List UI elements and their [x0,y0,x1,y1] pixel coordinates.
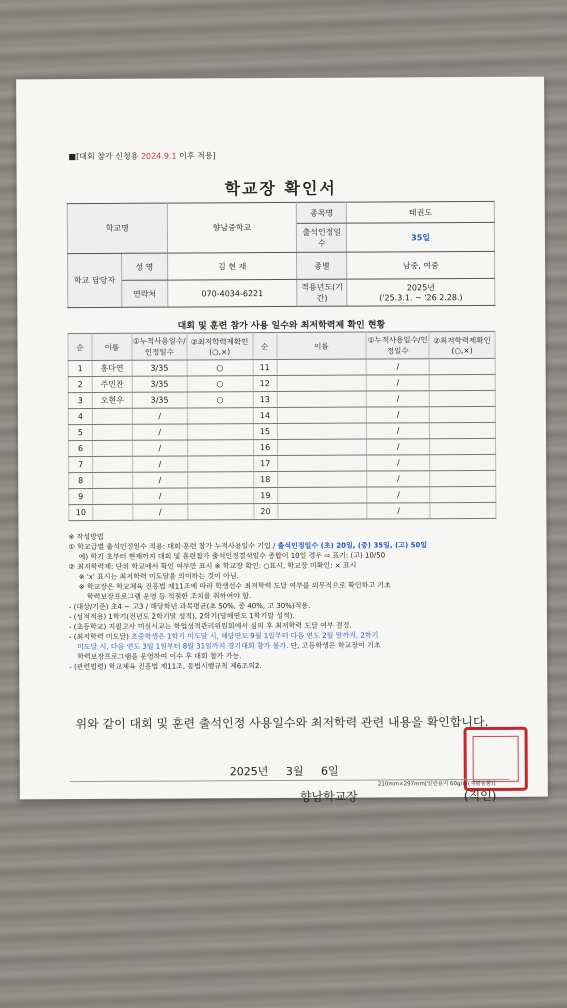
row-days: / [367,423,430,439]
row-days: / [367,503,430,519]
row-name [277,439,367,455]
row-check [429,390,495,406]
row-name [277,407,367,423]
note-line: 미도달 시, 다음 연도 3월 1일부터 8월 31일까지 경기대회 참가 불가. 단, 고등학생은 학교장이 기초 [77,641,381,652]
row-name [277,359,367,375]
note-line: - (최저학력 미도달) 초중학생은 1학기 미도달 시, 해당연도 9월 1일부터 다음 연도 2월 말까지, 2학기 [69,631,379,642]
row-days: / [367,487,430,503]
row-days: / [367,471,430,487]
row-check [430,422,496,438]
document-title: 학교장 확인서 [224,178,337,199]
row-no: 16 [253,440,277,456]
sport-value: 태권도 [347,201,495,223]
note-line: ※ 학교장은 학교체육 진흥법 제11조에 따라 학생선수 최저학력 도달 여부를 의무적으로 확인하고 기초 [78,581,391,592]
note-line: 학력보장프로그램 운영 등 적절한 조치를 취하여야 함. [86,592,252,602]
period-year: 2025년 [406,283,435,293]
note-line: - (성적적용) 1학기(전년도 2학기말 성적), 2학기(당해연도 1학기말 성적). [68,611,295,622]
col-header: 순 [68,333,92,360]
row-days: / [366,375,429,391]
row-days: / [133,504,188,520]
row-no: 2 [68,376,92,392]
attendance-header-row [68,331,495,360]
col-header: ②최저학력제확인(○,×) [429,331,495,358]
row-no: 4 [68,408,92,424]
note-line: - (관련법령) 학교체육 진흥법 제11조, 동법시행규칙 제6조의2. [69,662,262,672]
period-label: 적용년도(기간) [297,279,347,306]
row-check [187,408,253,424]
col-header: ①누적사용일수/인정일수 [366,332,429,359]
row-check [430,454,496,470]
row-days: / [132,408,187,424]
row-no: 11 [253,360,277,376]
row-check [187,472,253,488]
note-line: 학력보장프로그램을 운영하여 이수 후 대회 참가 가능. [77,652,242,662]
row-days: / [367,391,430,407]
note-line: ② 최저학력제: 단위 학교에서 확인 여부만 표시 ※ 학교장 확인: ○표시, 학교장 미확인: × 표시 [68,561,357,572]
row-no: 9 [69,488,93,504]
row-name: 주민찬 [92,376,132,392]
row-name [277,503,367,519]
table-subtitle: 대회 및 훈련 참가 사용 일수와 최저학력제 확인 현황 [177,320,386,332]
school-name: 향남중학교 [167,202,297,253]
note-line: ① 학교급별 출석인정일수 적용: 대회·훈련 참가 누적사용일수 기입 / 출석인정일수 (초) 20일, (중) 35일, (고) 50일 [68,541,428,552]
col-header: 이름 [92,333,132,360]
note-line: 예) 학기 초부터 현재까지 대회 및 훈련참가 출석인정결석일수 종합이 10일 경우 ⇨ 표기: (고) 10/50 [78,551,386,562]
row-check [430,502,496,518]
manager-name: 김 현 재 [167,252,297,280]
row-check [430,470,496,486]
period-value [347,278,495,306]
row-check [429,374,495,390]
seal-label: (직인) [463,788,497,804]
contact-label: 연락처 [122,280,168,307]
note-line: ※ 'x' 표시는 최저학력 미도달을 의미하는 것이 아님. [78,572,239,582]
row-days: 3/35 [132,392,187,408]
paper-size-note: 210mm×297mm[일반용지 60g/㎡(재활용품)] [377,780,496,788]
row-check [187,488,253,504]
school-label: 학교명 [67,203,167,254]
header-tag: ■[대회 참가 신청용 2024.9.1 이후 적용] [68,151,216,162]
row-no: 18 [253,472,277,488]
row-check: ○ [187,360,253,376]
note-line: - (초등학교) 지필고사 미실시교는 학업성적관리위원회에서 심의 후 최저학력 도달 여부 결정. [68,621,352,632]
date-month: 3월 [285,764,304,778]
note-line: - (대상/기준) 초4 ~ 고3 / 해당학년 과목평균(초 50%, 중 40%, 고 30%)적용. [68,601,311,612]
row-name [277,391,367,407]
row-name [277,471,367,487]
row-name [93,456,133,472]
row-days: / [366,359,429,375]
row-no: 13 [253,392,277,408]
date-year: 2025년 [229,765,269,779]
row-days: / [367,455,430,471]
row-days: / [133,472,188,488]
contact-value: 070-4034-6221 [167,279,297,307]
col-header: ②최저학력제확인(○,×) [187,333,253,360]
row-name [92,408,132,424]
row-check [430,438,496,454]
col-header: 순 [253,333,277,360]
row-check: ○ [187,392,253,408]
document-page [16,77,548,804]
row-no: 17 [253,456,277,472]
row-no: 7 [69,456,93,472]
principal-signature: 향남학교장 [299,789,358,804]
row-no: 15 [253,424,277,440]
row-check [188,504,254,520]
writing-instructions [68,530,509,672]
row-no: 5 [68,424,92,440]
row-name [93,488,133,504]
gender-value: 남중, 여중 [347,251,495,279]
confirmation-text: 위와 같이 대회 및 훈련 출석인정 사용일수와 최저학력 관련 내용을 확인합니다. [75,714,489,732]
row-check [187,440,253,456]
row-no: 14 [253,408,277,424]
row-check [429,358,495,374]
row-no: 3 [68,392,92,408]
issue-date [230,763,339,780]
row-no: 10 [69,504,93,520]
row-no: 19 [253,488,277,504]
row-no: 12 [253,376,277,392]
row-check [187,456,253,472]
col-header: 이름 [276,332,366,359]
row-days: / [132,440,187,456]
period-range: ('25.3.1. ~ '26 2.28.) [379,293,463,303]
school-info-table [67,201,496,308]
header-tag-date: 2024.9.1 [140,151,177,161]
row-check [429,406,495,422]
col-header: ①누적사용일수/인정일수 [132,333,187,360]
row-name: 오현우 [92,392,132,408]
table-row [69,502,496,520]
row-days: / [132,424,187,440]
row-days: / [133,488,188,504]
row-days: / [132,456,187,472]
row-name [277,455,367,471]
row-name [277,375,367,391]
row-days: 3/35 [132,376,187,392]
days-value: 35일 [347,222,495,252]
row-check [430,486,496,502]
name-label: 성 명 [121,253,167,280]
row-days: 3/35 [132,360,187,376]
row-name [93,504,133,520]
row-name [92,440,132,456]
row-name [277,423,367,439]
date-day: 6일 [320,764,339,778]
days-label: 출석인정일수 [297,223,347,252]
attendance-table [67,331,496,521]
row-days: / [367,439,430,455]
row-no: 20 [253,504,277,520]
notes-heading: ※ 작성방법 [68,532,104,542]
row-check [187,424,253,440]
gender-label: 종별 [297,252,347,279]
row-name: 홍다연 [92,360,132,376]
row-no: 1 [68,360,92,376]
row-name [93,472,133,488]
manager-label: 학교 담당자 [68,253,122,307]
row-no: 8 [69,472,93,488]
row-check: ○ [187,376,253,392]
sport-label: 종목명 [297,202,347,223]
row-no: 6 [69,440,93,456]
row-days: / [367,407,430,423]
row-name [92,424,132,440]
row-name [277,487,367,503]
